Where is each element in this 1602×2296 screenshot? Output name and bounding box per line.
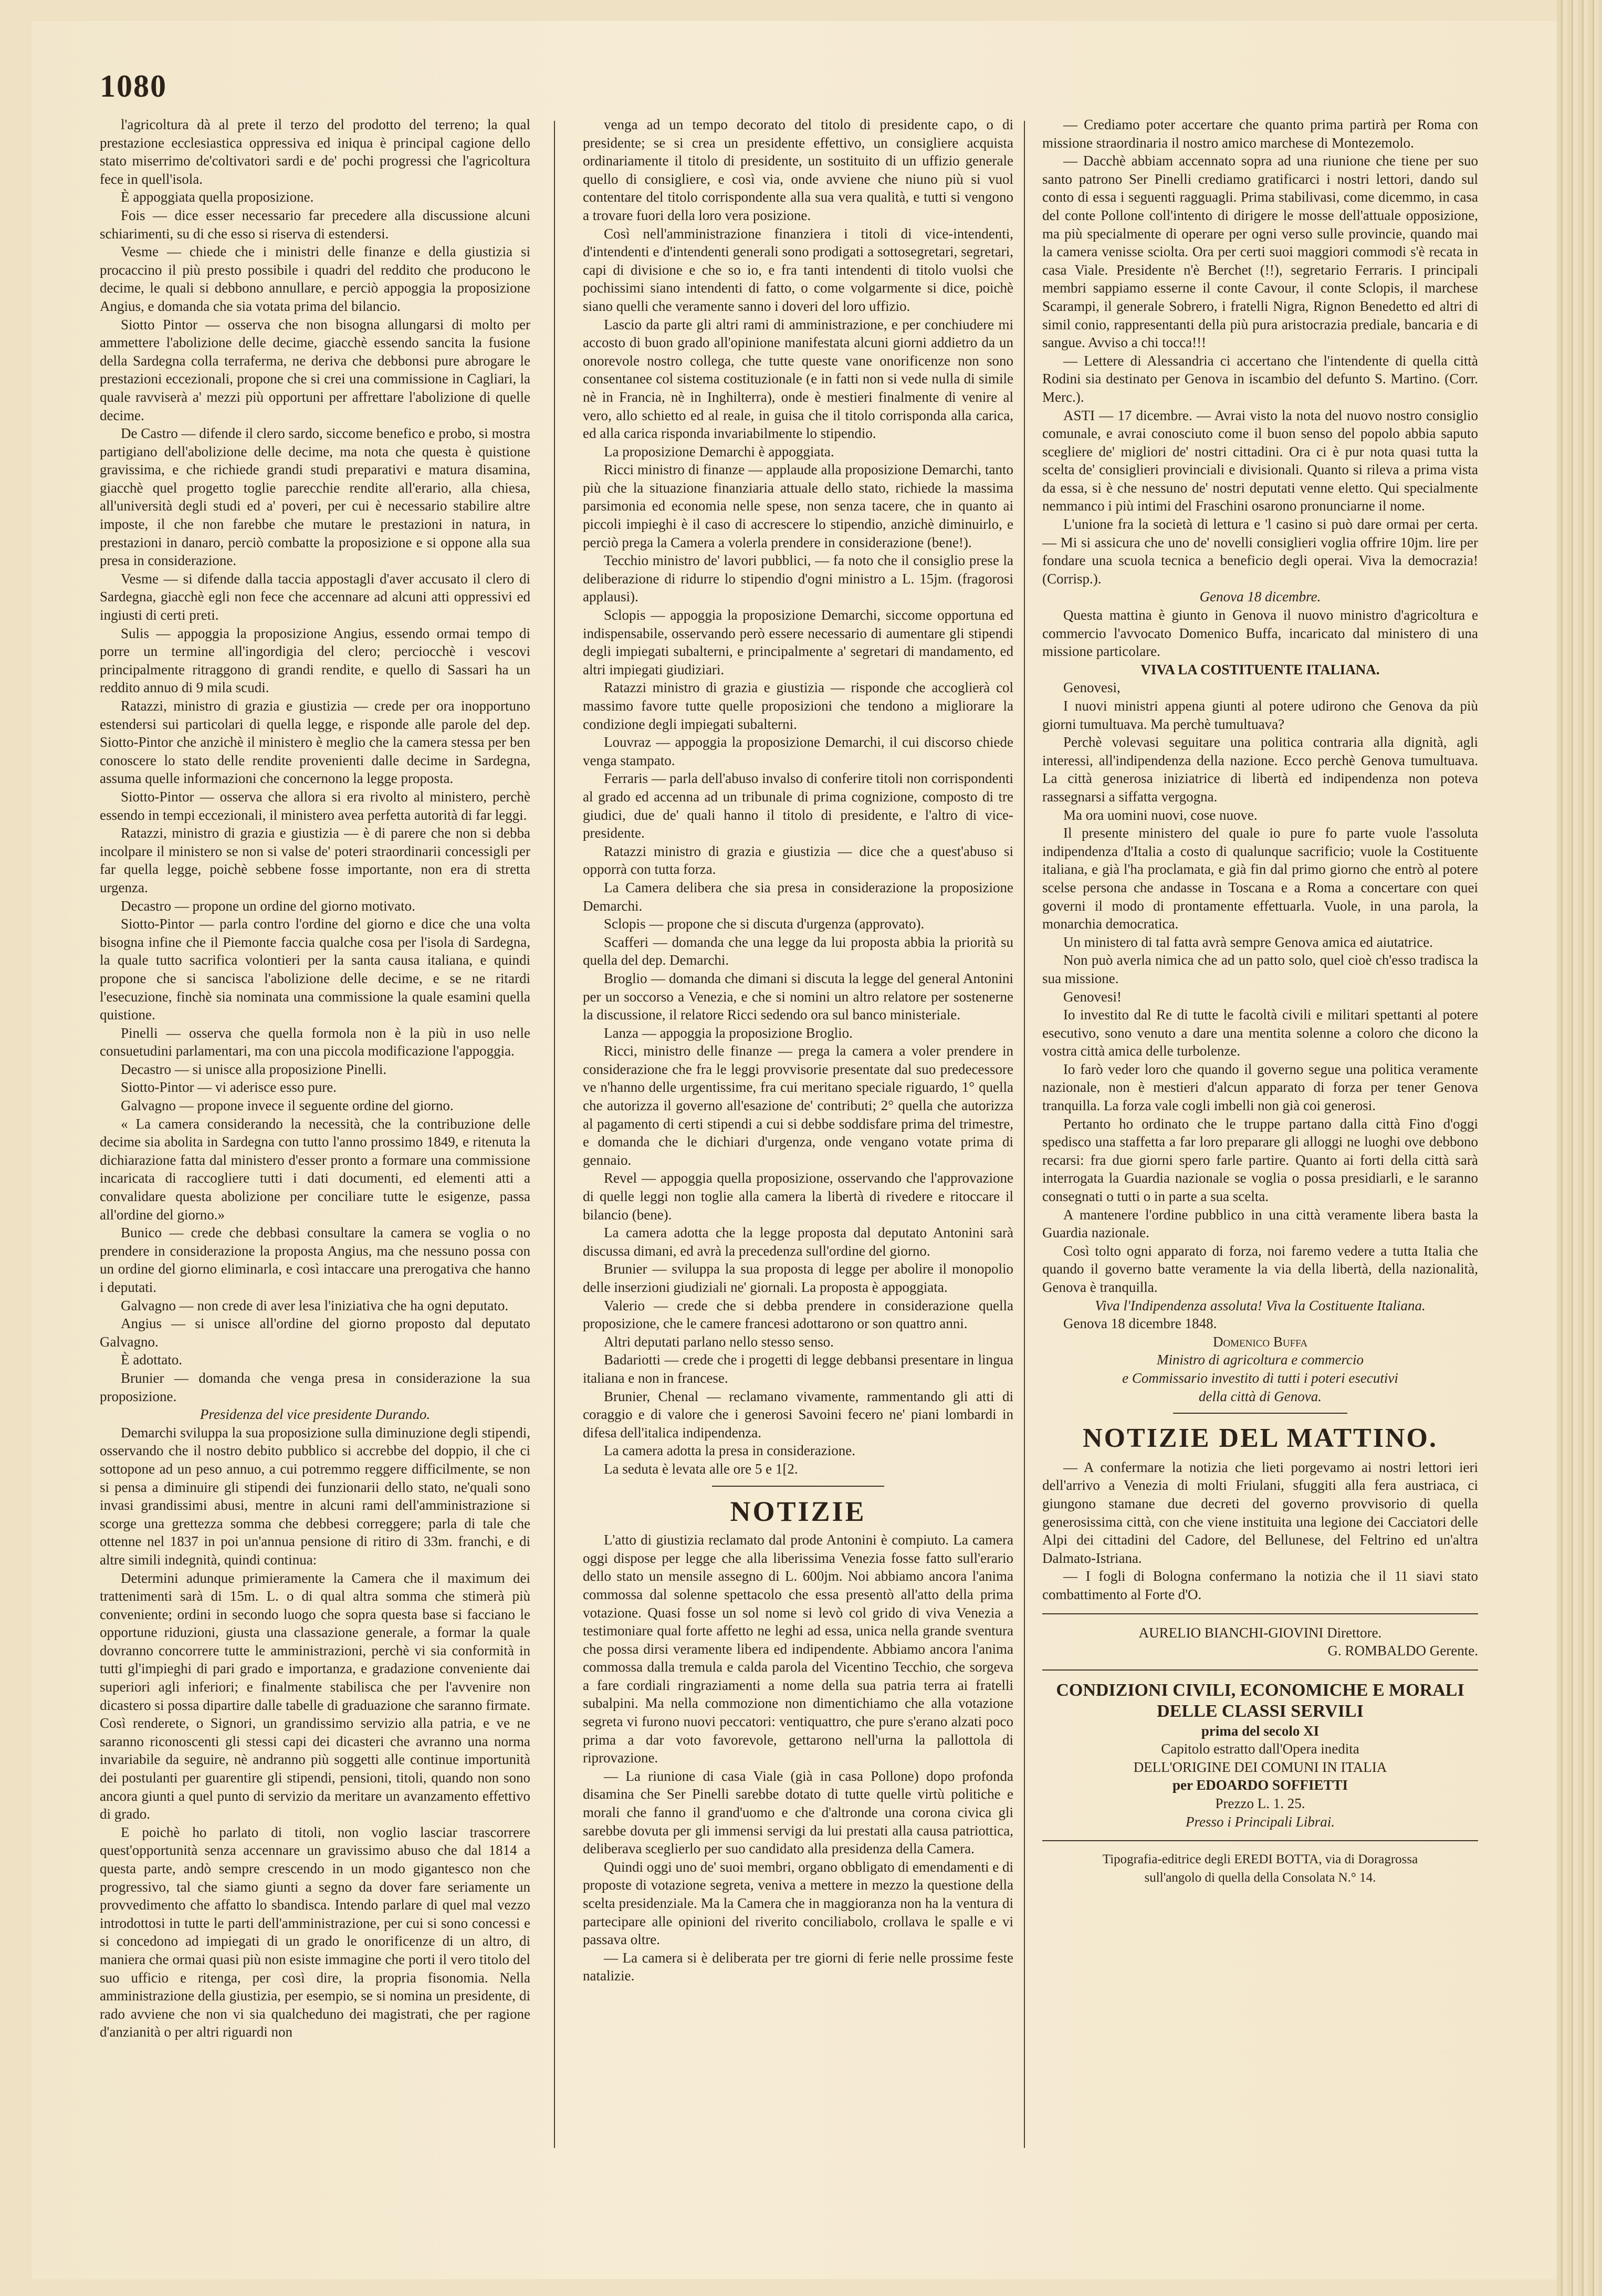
paragraph: I nuovi ministri appena giunti al potere udirono che Genova da più giorni tumultuava. Ma perchè tumultuava?: [1042, 698, 1478, 732]
paragraph: Altri deputati parlano nello stesso senso.: [604, 1333, 834, 1350]
paragraph: Siotto-Pintor — osserva che allora si era rivolto al ministero, perchè essendo in tempi eccezionali, il ministero avea perfetta autorità di far leggi.: [100, 788, 530, 823]
paragraph: Lanza — appoggia la proposizione Broglio.: [604, 1025, 853, 1041]
paragraph: La seduta è levata alle ore 5 e 1[2.: [604, 1460, 798, 1477]
signature-name: Domenico Buffa: [1212, 1333, 1308, 1350]
paragraph: Quindi oggi uno de' suoi membri, organo obbligato di emendamenti e di proposte di votazione segreta, veniva a mettere in mezzo la questione della scelta presidenziale. Ma la Camera che in maggioranza non ha la ventura di partecipare alle opinioni del riverito conciliabolo, crollava le spalle e vi passava oltre.: [583, 1859, 1013, 1948]
column-2: [583, 116, 1013, 2153]
paragraph: Galvagno — propone invece il seguente ordine del giorno.: [121, 1098, 454, 1114]
paragraph: La proposizione Demarchi è appoggiata.: [604, 443, 834, 460]
proclamation-title: VIVA LA COSTITUENTE ITALIANA.: [1140, 661, 1380, 677]
book-title: CONDIZIONI CIVILI, ECONOMICHE E MORALI DELLE CLASSI SERVILI: [1056, 1680, 1464, 1721]
paragraph: Brunier, Chenal — reclamano vivamente, rammentando gli atti di coraggio e di valore che i generosi Savoini fecero ne' piani lombardi in difesa dell'italica indipendenza.: [583, 1388, 1013, 1441]
paragraph-genova: Questa mattina è giunto in Genova il nuovo ministro d'agricoltura e commercio l'avvocato Domenico Buffa, incaricato dal ministero di una missione particolare.: [1042, 607, 1478, 660]
column-rule: [554, 121, 555, 2148]
proclamation-signature: [1042, 1333, 1478, 1405]
column-2-paragraphs: [583, 116, 1013, 1478]
paragraph: Ma ora uomini nuovi, cose nuove.: [1063, 807, 1258, 823]
paragraph: Vesme — chiede che i ministri delle finanze e della giustizia si procaccino il più presto possibile i quadri del reddito che producono le decime, le quali si debbono annullare, e perciò appoggia la proposizione Angius, e domanda che sia votata prima del bilancio.: [100, 244, 530, 314]
paragraph: — La riunione di casa Viale (già in casa Pollone) dopo profonda disamina che Ser Pinelli sarebbe dotato di tutte quelle virtù politiche e morali che fanno il grand'uomo e che d'altronde una corona civica gli sarebbe dovuta per gli immensi servigi da lui prestati alla causa patriottica, deliberava sceglierlo per suo candidato alla presidenza della Camera.: [583, 1768, 1013, 1857]
masthead-director: AURELIO BIANCHI-GIOVINI Direttore.: [1138, 1624, 1382, 1641]
paragraph: Ferraris — parla dell'abuso invalso di conferire titoli non corrispondenti al grado ed accenna ad un tribunale di prima cognizione, composto di tre giudici, due de' quali hanno il titolo di presidente, e l'altro di vice-presidente.: [583, 770, 1013, 841]
paragraph: Valerio — crede che si debba prendere in considerazione quella proposizione, che le camere francesi adottarono or son quattro anni.: [583, 1297, 1013, 1332]
section-divider: [1173, 1413, 1347, 1414]
paragraph: Perchè volevasi seguitare una politica contraria alla dignità, agli interessi, all'indipendenza della nazione. Ecco perchè Genova tumultuava. La città generosa iniziatrice di libertà ed indipendenza non poteva rassegnarsi a siffatta vergogna.: [1042, 734, 1478, 805]
paragraph: Ricci ministro di finanze — applaude alla proposizione Demarchi, tanto più che la situazione finanziaria attuale dello stato, richiede la massima parsimonia ed economia nelle spese, non senza tacere, che in quanto ai piccoli impieghi è il caso di accrescere lo stipendio, anzichè diminuirlo, e perciò prega la Camera a volerla prendere in considerazione (bene!).: [583, 462, 1013, 550]
paragraph: E poichè ho parlato di titoli, non voglio lasciar trascorrere quest'opportunità senza accennare un gravissimo abuso che dal 1814 a questa parte, andò sempre crescendo in un modo gigantesco non che progressivo, tal che siamo giunti a segno da dover fare seriamente un provvedimento che affatto lo sbandisca. Intendo parlare di quel mal vezzo introdottosi in tutte le parti dell'amministrazione, per cui si sono concessi e si concedono ad impiegati di un grado le onorificenze di un altro, di maniera che ormai quasi più non esiste immagine che porti il vero titolo del suo ufficio e ritenga, per così dire, la propria fisonomia. Nella amministrazione della giustizia, per esempio, se si nomina un presidente, di rado avviene che non vi sia qualcheduno dei magistrati, che per ragione d'anzianità o per altri riguardi non: [100, 1824, 530, 2040]
masthead-divider: [1042, 1613, 1478, 1614]
proclamation-body: [1042, 679, 1478, 1296]
paragraph: ASTI — 17 dicembre. — Avrai visto la nota del nuovo nostro consiglio comunale, e avrai conosciuto come il buon senso del popolo abbia saputo scegliere de' migliori de' nostri cittadini. Ora ci è pur nota quasi tutta la scelta de' consiglieri provinciali e divisionali. Quanto si rileva a prima vista da essa, si è che nessuno de' nostri deputati venne eletto. Qui specialmente nemmanco i più intimi del Fraschini osarono pronunciarne il nome.: [1042, 407, 1478, 514]
book-author: per EDOARDO SOFFIETTI: [1172, 1777, 1348, 1793]
paragraph: Genovesi!: [1063, 988, 1122, 1005]
paragraph: Decastro — si unisce alla proposizione Pinelli.: [121, 1061, 387, 1077]
paragraph: Ratazzi, ministro di grazia e giustizia — crede per ora inopportuno estendersi sui particolari di quella legge, e risponde alle parole del dep. Siotto-Pintor che anzichè il ministero è meglio che la camera stessa per ben conoscere lo stato delle rendite provenienti dalle decime in Sardegna, assuma quelle informazioni che concernono la legge proposta.: [100, 698, 530, 787]
masthead: [1042, 1624, 1478, 1660]
paragraph: Brunier — sviluppa la sua proposta di legge per abolire il monopolio delle inserzioni giudiziali ne' giornali. La proposta è appoggiata.: [583, 1261, 1013, 1295]
paragraph: l'agricoltura dà al prete il terzo del prodotto del terreno; la qual prestazione ecclesiastica oppressiva ed iniqua è principal cagione dello stato miserrimo de'coltivatori sardi e de' pochi progressi che l'agricoltura fece in quell'isola.: [100, 117, 530, 187]
paragraph: Ratazzi ministro di grazia e giustizia — dice che a quest'abuso si opporrà con tutta forza.: [583, 843, 1013, 878]
paragraph: Badariotti — crede che i progetti di legge debbansi presentare in lingua italiana e non in francese.: [583, 1352, 1013, 1386]
paragraph: La camera adotta la presa in considerazione.: [604, 1443, 855, 1459]
signature-title-1: Ministro di agricoltura e commercio: [1157, 1352, 1364, 1368]
paragraph: Siotto-Pintor — vi aderisce esso pure.: [121, 1079, 337, 1095]
paragraph: Così nell'amministrazione finanziera i titoli di vice-intendenti, d'intendenti e d'intendenti generali sono prodigati a sottosegretari, segretari, capi di divisione e che so io, e fra tanti intendenti di titolo vuolsi che pochissimi siano intendenti di fatto, o come volgarmente si dice, poichè siano quelli che veramente sanno i doveri del loro uffizio.: [583, 225, 1013, 314]
proclamation-date: Genova 18 dicembre 1848.: [1063, 1316, 1217, 1332]
paragraph: Sclopis — propone che si discuta d'urgenza (approvato).: [604, 916, 925, 932]
paragraph: — Lettere di Alessandria ci accertano che l'intendente di quella città Rodini sia destinato per Genova in iscambio del defunto S. Martino. (Corr. Merc.).: [1042, 352, 1478, 405]
printer-line-1: Tipografia-editrice degli EREDI BOTTA, via di Doragrossa: [1102, 1852, 1418, 1867]
paragraph: Angius — si unisce all'ordine del giorno proposto dal deputato Galvagno.: [100, 1316, 530, 1350]
signature-title-2: e Commissario investito di tutti i poteri esecutivi: [1122, 1370, 1398, 1386]
paragraph: — A confermare la notizia che lieti porgevamo ai nostri lettori ieri dell'arrivo a Venezia di molti Friulani, sfuggiti alla fera austriaca, ci giungono stamane due decreti del governo provvisorio di quella generosissima città, con che viene instituita una legione dei Cacciatori delle Alpi dei cittadini del Cadore, del Bellunese, del Feltrino ed un'altra Dalmato-Istriana.: [1042, 1459, 1478, 1566]
paragraph: Io investito dal Re di tutte le facoltà civili e militari spettanti al potere esecutivo, sono venuto a dare una mentita solenne a coloro che dicono la vostra città amica delle turbolenze.: [1042, 1007, 1478, 1059]
paragraph: Ricci, ministro delle finanze — prega la camera a voler prendere in considerazione che fra le leggi provvisorie presentate dal suo predecessore ve n'hanno delle urgentissime, fra cui meritano speciale riguardo, 1° quella che autorizza il governo all'esazione de' contributi; 2° quella che autorizza al pagamento di certi stipendi a cui si debbe soddisfare prima del trimestre, e domanda che le dichiari d'urgenza, onde vengano votate prima di gennaio.: [583, 1043, 1013, 1168]
paragraph: Così tolto ogni apparato di forza, noi faremo vedere a tutta Italia che quando il governo batte veramente la via della libertà, della nazionalità, Genova è tranquilla.: [1042, 1243, 1478, 1295]
column-3: [1042, 116, 1478, 2153]
printer-line-2: sull'angolo di quella della Consolata N.° 14.: [1144, 1870, 1376, 1885]
paragraph: Revel — appoggia quella proposizione, osservando che l'approvazione di quelle leggi non toglie alla camera la libertà di rivedere e ritoccare il bilancio (bene).: [583, 1170, 1013, 1223]
paragraph: È appoggiata quella proposizione.: [121, 189, 314, 205]
mattino-paragraphs: [1042, 1458, 1478, 1604]
paragraph: Io farò veder loro che quando il governo segue una politica veramente nazionale, non è mestieri d'alcun apparato di forza per tener Genova tranquilla. La forza vale cogli imbelli non già coi generosi.: [1042, 1061, 1478, 1114]
paragraph: Scafferi — domanda che una legge da lui proposta abbia la priorità su quella del dep. Demarchi.: [583, 934, 1013, 968]
paragraph: Bunico — crede che debbasi consultare la camera se voglia o no prendere in considerazione la proposta Angius, ma che nessuno possa con un ordine del giorno eliminarla, e così intaccare una prerogativa che hanno i deputati.: [100, 1225, 530, 1295]
section-title-mattino: NOTIZIE DEL MATTINO.: [1083, 1423, 1438, 1454]
paragraph: L'unione fra la società di lettura e 'l casino si può dare ormai per certa. — Mi si assicura che uno de' novelli consiglieri voglia offrire 10jm. lire per fondare una scuola tecnica a beneficio degli operai. Viva la democrazia! (Corrisp.).: [1042, 516, 1478, 587]
book-advert: [1042, 1680, 1478, 1831]
book-price: Prezzo L. 1. 25.: [1215, 1796, 1305, 1812]
paragraph: venga ad un tempo decorato del titolo di presidente capo, o di presidente; se si crea un presidente effettivo, un consigliere acquista ordinariamente il titolo di presidente, un sostituito di un uffizio generale quello di consigliere, e così via, onde avviene che niuno più si vuol contentare del titolo corrispondente alla sua vera qualità, e tutti si vengono a trovare fuori della loro vera posizione.: [583, 117, 1013, 223]
paragraph: Pertanto ho ordinato che le truppe partano dalla città Fino d'oggi spedisco una staffetta a far loro preparare gli alloggi ne luoghi ove debbono recarsi: fra due giorni spero farle partire. Quanto ai forti della città sarà interrogata la Guardia nazionale se voglia o possa presidiarli, e le saranno consegnati o tutti o in parte a sua scelta.: [1042, 1115, 1478, 1205]
paragraph: La camera adotta che la legge proposta dal deputato Antonini sarà discussa dimani, ed avrà la precedenza sull'ordine del giorno.: [583, 1225, 1013, 1259]
paragraph: Non può averla nimica che ad un patto solo, quel cioè ch'esso tradisca la sua missione.: [1042, 952, 1478, 986]
paragraph: — La camera si è deliberata per tre giorni di ferie nelle prossime feste natalizie.: [583, 1949, 1013, 1984]
page-edge: [1557, 0, 1602, 2296]
paragraph: Fois — dice esser necessario far precedere alla discussione alcuni schiarimenti, su di che esso si riserva di estendersi.: [100, 207, 530, 242]
printer-divider: [1042, 1840, 1478, 1841]
paragraph: Siotto Pintor — osserva che non bisogna allungarsi di molto per ammettere l'abolizione delle decime, giacchè essendo sancita la fusione della Sardegna colla terraferma, ne deriva che debbonsi pure abrogare le prestazioni eccezionali, propone che si crei una commissione in Cagliari, la quale ravviserà a' mezzi più opportuni per affrettare l'abolizione di quelle decime.: [100, 316, 530, 423]
paragraph: « La camera considerando la necessità, che la contribuzione delle decime sia abolita in Sardegna con tutto l'anno prossimo 1849, e ritenuta la dichiarazione fatta dal ministero d'esser pronto a formare una commissione incaricata di raccogliere tutti i dati documenti, ed elementi atti a convalidare questa abolizione per conciliare tutte le esigenze, passa all'ordine del giorno.»: [100, 1115, 530, 1223]
paragraph: De Castro — difende il clero sardo, siccome benefico e probo, si mostra partigiano dell'abolizione delle decime, ma nota che questa è quistione gravissima, e che richiede grandi studi preparativi e matura disamina, giacchè quel progetto toglie parecchie rendite all'erario, alla chiesa, all'università degli studi ed a' poveri, per cui è necessario stabilire altre imposte, il che non farebbe che mutare le prestazioni in natura, in prestazioni in danaro, perciò combatte la proposizione e si oppone alla sua presa in considerazione.: [100, 425, 530, 569]
paragraph: Il presente ministero del quale io pure fo parte vuole l'assoluta indipendenza d'Italia a costo di qualunque sacrificio; vuole la Costituente italiana, e già l'ha proclamata, e già fin dal primo giorno che entrò al potere scelse persona che andasse in Toscana e a Roma a concertare con quei governi il modo di prontamente effettuarla. Vuole, in una parola, la monarchia democratica.: [1042, 825, 1478, 932]
book-sellers: Presso i Principali Librai.: [1185, 1813, 1335, 1830]
paragraph: Louvraz — appoggia la proposizione Demarchi, il cui discorso chiede venga stampato.: [583, 734, 1013, 768]
paragraph: Siotto-Pintor — parla contro l'ordine del giorno e dice che una volta bisogna infine che il Piemonte faccia qualche cosa per l'isola di Sardegna, la quale tutto sacrifica volontieri per la santa causa italiana, e quindi propone che si sancisca l'abolizione delle decime, e se ne ritardi l'esecuzione, finchè sia nominata una commissione la quale esamini quella quistione.: [100, 916, 530, 1023]
paragraph: Tecchio ministro de' lavori pubblici, — fa noto che il consiglio prese la deliberazione di ridurre lo stipendio d'ogni ministro a L. 15jm. (fragorosi applausi).: [583, 552, 1013, 605]
paragraph: È adottato.: [121, 1352, 182, 1368]
proclamation-closing: Viva l'Indipendenza assoluta! Viva la Costituente Italiana.: [1095, 1297, 1426, 1313]
paragraph: Broglio — domanda che dimani si discuta la legge del general Antonini per un soccorso a Venezia, e che si nomini un altro relatore per sostenerne la discussione, il relatore Ricci sedendo ora sul banco ministeriale.: [583, 970, 1013, 1023]
book-period: prima del secolo XI: [1201, 1723, 1320, 1739]
signature-title-3: della città di Genova.: [1199, 1388, 1322, 1404]
paragraph: Lascio da parte gli altri rami di amministrazione, e per conchiudere mi accosto di buon grado all'opinione manifestata alcuni giorni addietro da un onorevole nostro collega, che tutte queste vane onorificenze non sono consentanee col sistema costituzionale (e in fatti non si vede nulla di simile nè in Francia, nè in Inghilterra), onde è mestieri finalmente di venire al vero, allo schietto ed al reale, in guisa che il titolo corrisponda alla carica, ed alla carica risponda invariabilmente lo stipendio.: [583, 316, 1013, 442]
paragraph: Un ministero di tal fatta avrà sempre Genova amica ed aiutatrice.: [1063, 934, 1433, 950]
paragraph: Sulis — appoggia la proposizione Angius, essendo ormai tempo di porre un termine all'ingordigia del clero; perciocchè i vescovi principalmente ritraggono di grandi rendite, e quello di Sassari ha un reddito annuo di 9 mila scudi.: [100, 625, 530, 696]
paragraph: L'atto di giustizia reclamato dal prode Antonini è compiuto. La camera oggi dispose per legge che alla liberissima Venezia fosse fatto sull'erario dello stato un mensile assegno di L. 600jm. Noi abbiamo ancora l'anima commossa dal solenne spettacolo che essa presentò all'atto della prima votazione. Quasi fosse un sol nome si levò col grido di viva Venezia a testimoniare qual forte affetto ne leghi ad essa, unica nella grande sventura che possa dirsi veramente libera ed indipendente. Abbiamo ancora l'anima commossa dalla tremula e calda parola del Vicentino Tecchio, che sorgeva a fare cordiali ringraziamenti a nome della sua patria terra ai fratelli subalpini. Ma nella commozione non dimentichiamo che alla votazione segreta vi furono nuovi peccatori: ventiquattro, che pure s'erano alzati poco prima a dar voto favorevole, gettarono nell'urna la pallottola di riprovazione.: [583, 1532, 1013, 1766]
paragraph: Galvagno — non crede di aver lesa l'iniziativa che ha ogni deputato.: [121, 1297, 509, 1313]
paragraph: — Dacchè abbiam accennato sopra ad una riunione che tiene per suo santo patrono Ser Pinelli crediamo gratificarci i nostri lettori, dando sul conto di essa i seguenti ragguagli. Prima stabilivasi, come dicemmo, in casa del conte Pollone coll'intento di dirigere le mosse dell'attuale opposizione, ma più specialmente di operare per ogni verso sulle provincie, quando mai la camera venisse sciolta. Ora per certi suoi maggiori commodi s'è recata in casa Viale. Presidente n'è Berchet (!!), segretario Ferraris. I principali membri sappiamo esserne il conte Cavour, il conte Sclopis, il marchese Scarampi, il generale Sobrero, i fratelli Nigra, Rignon Benedetto ed altri di simil conio, rappresentanti della più pura aristocrazia prediale, bancaria e di sangue. Avviso a chi tocca!!!: [1042, 153, 1478, 351]
paragraph: Sclopis — appoggia la proposizione Demarchi, siccome opportuna ed indispensabile, osservando però essere necessario di aumentare gli stipendi degli impiegati subalterni, e principalmente a' segretari di mandamento, ed altri impiegati giudiziari.: [583, 607, 1013, 677]
paragraph: Determini adunque primieramente la Camera che il maximum dei trattenimenti sarà di 15m. L. o di qual altra somma che stimerà più conveniente; ordini in secondo luogo che sopra questa base si facciano le opportune riduzioni, giusta una classazione generale, a formar la quale dovranno concorrere tutte le amministrazioni, perchè vi sia conformità in tutti gl'impieghi di pari grado e importanza, e gradazione conveniente dai superiori agli inferiori; e finalmente stabilisca che per l'avvenire non dicastero si possa dipartire dalle tabelle di graduazione che saranno firmate. Così renderete, o Signori, un grandissimo servizio alla patria, e ve ne saranno riconoscenti gli stessi capi dei dicasteri che avranno una norma invariabile da seguire, nè andranno più soggetti alle continue importunità dei postulanti per guarentire gli stipendi, pensioni, titoli, quando non sono ancora giunti a quel punto di servizio da meritare un avanzamento effettivo di grado.: [100, 1570, 530, 1822]
column-1: [100, 116, 530, 2153]
paragraph: Decastro — propone un ordine del giorno motivato.: [121, 897, 415, 914]
book-work: DELL'ORIGINE DEI COMUNI IN ITALIA: [1133, 1759, 1387, 1775]
dateline-genova: Genova 18 dicembre.: [1199, 589, 1321, 605]
column-rule: [1024, 121, 1025, 2148]
section-divider: [712, 1486, 884, 1487]
paragraph: La Camera delibera che sia presa in considerazione la proposizione Demarchi.: [583, 879, 1013, 914]
paragraph: Brunier — domanda che venga presa in considerazione la sua proposizione.: [100, 1370, 530, 1404]
column-1-paragraphs: [100, 116, 530, 1405]
paragraph: Genovesi,: [1063, 680, 1121, 696]
paragraph: Demarchi sviluppa la sua proposizione sulla diminuzione degli stipendi, osservando che il nostro debito pubblico si accrebbe del doppio, il che ci sottopone ad un peso annuo, a cui potremmo reggere difficilmente, se non si pensa a diminuire gli stipendi dei funzionarii dello stato, ne'quali sono invasi grandissimi abusi, mentre in alcuni rami dell'amministrazione si scorge una grettezza somma che debbesi correggere; parla di tale che ottenne nel 1837 in poi un'annua pensione di ritiro di 33m. franchi, e di altre simili indegnità, quindi continua:: [100, 1424, 530, 1568]
section-title-notizie: NOTIZIE: [730, 1495, 866, 1527]
paragraph: — I fogli di Bologna confermano la notizia che il 11 siavi stato combattimento al Forte d'O.: [1042, 1568, 1478, 1602]
presidency-note: Presidenza del vice presidente Durando.: [200, 1406, 431, 1423]
paragraph: Pinelli — osserva che quella formola non è la più in uso nelle consuetudini parlamentari, ma con una piccola modificazione l'appoggia.: [100, 1025, 530, 1059]
paragraph: A mantenere l'ordine pubblico in una città veramente libera basta la Guardia nazionale.: [1042, 1206, 1478, 1241]
column-3-paragraphs: [1042, 116, 1478, 588]
advert-divider: [1042, 1669, 1478, 1671]
masthead-manager: G. ROMBALDO Gerente.: [1327, 1643, 1478, 1659]
paragraph: Ratazzi ministro di grazia e giustizia — risponde che accoglierà col massimo favore tutte quelle proposizioni che tendono a migliorare la condizione degli impiegati subalterni.: [583, 680, 1013, 732]
paragraph: — Crediamo poter accertare che quanto prima partirà per Roma con missione straordinaria il nostro amico marchese di Montezemolo.: [1042, 117, 1478, 151]
column-1-paragraphs-2: [100, 1424, 530, 2041]
page-number: 1080: [100, 69, 167, 103]
column-2-paragraphs-2: [583, 1531, 1013, 1985]
paragraph: Ratazzi, ministro di grazia e giustizia — è di parere che non si debba incolpare il ministero se non si valse de' poteri straordinarii concessigli per far quella legge, poichè sebbene fosse importante, non era di stretta urgenza.: [100, 825, 530, 895]
book-desc: Capitolo estratto dall'Opera inedita: [1161, 1741, 1359, 1757]
paragraph: Vesme — si difende dalla taccia appostagli d'aver accusato il clero di Sardegna, giacchè egli non fece che accennare ad alcuni atti oppressivi ed ingiusti di certi preti.: [100, 570, 530, 623]
